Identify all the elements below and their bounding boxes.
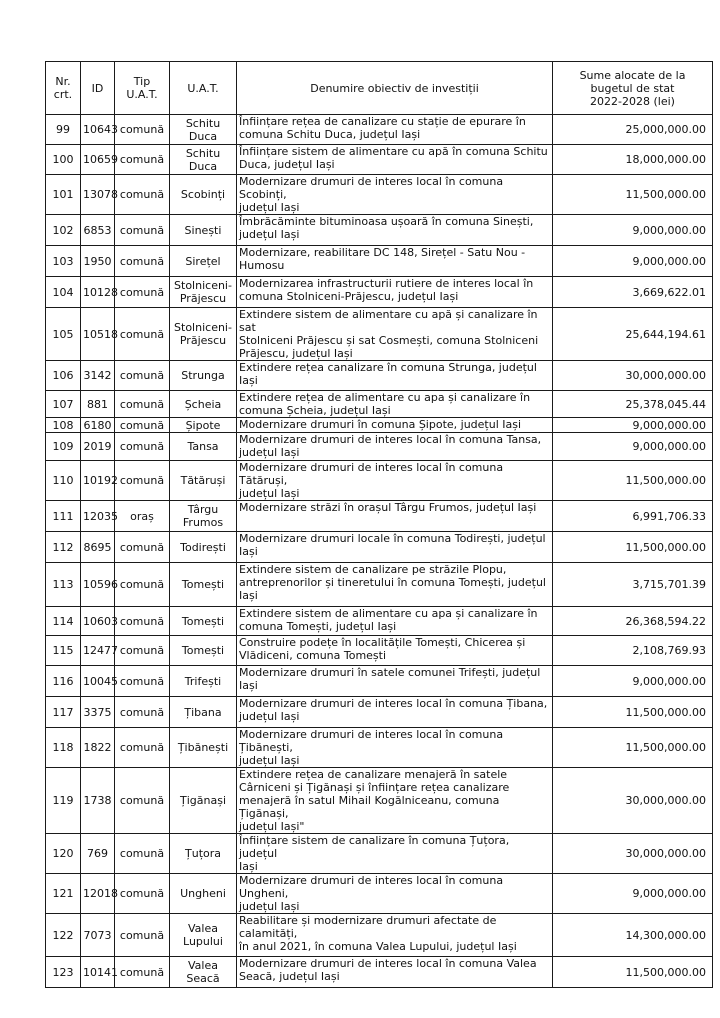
row-suma-cell: 9,000,000.00	[553, 418, 713, 433]
row-nr-cell: 107	[46, 391, 81, 418]
row-obiectiv-cell: Modernizare drumuri de interes local în comuna Scobinți, județul Iași	[237, 175, 553, 215]
row-nr-cell: 108	[46, 418, 81, 433]
table-row	[46, 246, 713, 277]
row-id-cell: 1950	[81, 246, 115, 277]
row-nr-cell: 104	[46, 277, 81, 308]
row-suma-cell: 11,500,000.00	[553, 728, 713, 768]
row-id-cell: 13078	[81, 175, 115, 215]
row-tip-cell: comună	[115, 666, 170, 697]
table-row	[46, 277, 713, 308]
row-uat-cell: Țuțora	[170, 834, 237, 874]
row-nr-cell: 115	[46, 636, 81, 666]
row-tip-cell: comună	[115, 215, 170, 246]
row-tip-cell: comună	[115, 607, 170, 636]
row-obiectiv-cell: Înființare sistem de alimentare cu apă în comuna Schitu Duca, județul Iași	[237, 145, 553, 175]
row-suma-cell: 14,300,000.00	[553, 914, 713, 957]
row-obiectiv-cell: Modernizare drumuri de interes local în comuna Țibănești, județul Iași	[237, 728, 553, 768]
row-id-cell: 881	[81, 391, 115, 418]
row-uat-cell: Stolniceni- Prăjescu	[170, 308, 237, 361]
row-tip-cell: comună	[115, 391, 170, 418]
row-nr-cell: 117	[46, 697, 81, 728]
row-obiectiv-cell: Modernizare drumuri de interes local în comuna Valea Seacă, județul Iași	[237, 957, 553, 988]
row-uat-cell: Trifești	[170, 666, 237, 697]
row-nr-cell: 99	[46, 115, 81, 145]
row-suma-cell: 9,000,000.00	[553, 874, 713, 914]
row-uat-cell: Sirețel	[170, 246, 237, 277]
row-uat-cell: Strunga	[170, 361, 237, 391]
row-nr-cell: 118	[46, 728, 81, 768]
row-id-cell: 10141	[81, 957, 115, 988]
table-row	[46, 391, 713, 418]
row-suma-cell: 9,000,000.00	[553, 215, 713, 246]
row-id-cell: 3142	[81, 361, 115, 391]
table-row	[46, 834, 713, 874]
row-nr-cell: 111	[46, 501, 81, 532]
row-obiectiv-cell: Modernizare drumuri în satele comunei Trifești, județul Iași	[237, 666, 553, 697]
row-nr-cell: 110	[46, 461, 81, 501]
investment-table-container	[45, 61, 712, 988]
row-id-cell: 10596	[81, 563, 115, 607]
row-suma-cell: 25,644,194.61	[553, 308, 713, 361]
row-uat-cell: Ungheni	[170, 874, 237, 914]
row-suma-cell: 6,991,706.33	[553, 501, 713, 532]
row-tip-cell: comună	[115, 957, 170, 988]
row-suma-cell: 25,378,045.44	[553, 391, 713, 418]
row-uat-cell: Tomești	[170, 563, 237, 607]
row-obiectiv-cell: Modernizare, reabilitare DC 148, Sirețel - Satu Nou - Humosu	[237, 246, 553, 277]
row-suma-cell: 11,500,000.00	[553, 175, 713, 215]
row-obiectiv-cell: Modernizare drumuri locale în comuna Todirești, județul Iași	[237, 532, 553, 563]
header-uat: U.A.T.	[170, 62, 237, 115]
row-nr-cell: 122	[46, 914, 81, 957]
row-nr-cell: 114	[46, 607, 81, 636]
row-tip-cell: comună	[115, 532, 170, 563]
table-row	[46, 607, 713, 636]
row-nr-cell: 120	[46, 834, 81, 874]
table-row	[46, 461, 713, 501]
row-suma-cell: 30,000,000.00	[553, 361, 713, 391]
row-suma-cell: 30,000,000.00	[553, 834, 713, 874]
row-obiectiv-cell: Modernizare drumuri de interes local în comuna Tansa, județul Iași	[237, 433, 553, 461]
row-nr-cell: 103	[46, 246, 81, 277]
row-uat-cell: Țibana	[170, 697, 237, 728]
header-sume: Sume alocate de la bugetul de stat 2022-2028 (lei)	[553, 62, 713, 115]
row-obiectiv-cell: Modernizare străzi în orașul Târgu Frumos, județul Iași	[237, 501, 553, 532]
row-tip-cell: comună	[115, 433, 170, 461]
row-uat-cell: Sinești	[170, 215, 237, 246]
row-id-cell: 2019	[81, 433, 115, 461]
row-obiectiv-cell: Înființare rețea de canalizare cu stație de epurare în comuna Schitu Duca, județul Iași	[237, 115, 553, 145]
table-row	[46, 636, 713, 666]
row-id-cell: 1738	[81, 768, 115, 834]
row-tip-cell: comună	[115, 768, 170, 834]
table-row	[46, 563, 713, 607]
row-id-cell: 10192	[81, 461, 115, 501]
row-tip-cell: comună	[115, 563, 170, 607]
row-tip-cell: oraș	[115, 501, 170, 532]
row-nr-cell: 112	[46, 532, 81, 563]
row-uat-cell: Tomești	[170, 636, 237, 666]
table-row	[46, 215, 713, 246]
row-obiectiv-cell: Extindere sistem de alimentare cu apă și canalizare în sat Stolniceni Prăjescu și sat Cosmești, comuna Stolniceni Prăjescu, județul Iași	[237, 308, 553, 361]
row-suma-cell: 9,000,000.00	[553, 433, 713, 461]
table-row	[46, 175, 713, 215]
row-tip-cell: comună	[115, 636, 170, 666]
row-uat-cell: Valea Seacă	[170, 957, 237, 988]
row-nr-cell: 116	[46, 666, 81, 697]
row-suma-cell: 2,108,769.93	[553, 636, 713, 666]
row-obiectiv-cell: Extindere sistem de canalizare pe străzile Plopu, antreprenorilor și tineretului în comuna Tomești, județul Iași	[237, 563, 553, 607]
row-suma-cell: 11,500,000.00	[553, 532, 713, 563]
table-row	[46, 874, 713, 914]
row-uat-cell: Scobinți	[170, 175, 237, 215]
row-id-cell: 10643	[81, 115, 115, 145]
row-uat-cell: Târgu Frumos	[170, 501, 237, 532]
row-tip-cell: comună	[115, 115, 170, 145]
row-id-cell: 7073	[81, 914, 115, 957]
investment-table	[45, 61, 713, 988]
row-id-cell: 6853	[81, 215, 115, 246]
row-tip-cell: comună	[115, 361, 170, 391]
row-nr-cell: 121	[46, 874, 81, 914]
row-tip-cell: comună	[115, 308, 170, 361]
row-tip-cell: comună	[115, 418, 170, 433]
table-row	[46, 361, 713, 391]
row-id-cell: 8695	[81, 532, 115, 563]
row-id-cell: 12018	[81, 874, 115, 914]
row-tip-cell: comună	[115, 697, 170, 728]
row-suma-cell: 26,368,594.22	[553, 607, 713, 636]
table-row	[46, 433, 713, 461]
row-uat-cell: Tomești	[170, 607, 237, 636]
header-tip: Tip U.A.T.	[115, 62, 170, 115]
table-header	[46, 62, 713, 115]
row-uat-cell: Șcheia	[170, 391, 237, 418]
row-id-cell: 10518	[81, 308, 115, 361]
row-suma-cell: 18,000,000.00	[553, 145, 713, 175]
header-row	[46, 62, 713, 115]
row-tip-cell: comună	[115, 175, 170, 215]
row-suma-cell: 25,000,000.00	[553, 115, 713, 145]
table-body	[46, 115, 713, 988]
row-obiectiv-cell: Extindere rețea de canalizare menajeră în satele Cârniceni și Țigănași și înființare rețea canalizare menajeră în satul Mihail Kogălniceanu, comuna Țigănași, județul Iași"	[237, 768, 553, 834]
row-nr-cell: 113	[46, 563, 81, 607]
row-uat-cell: Țibănești	[170, 728, 237, 768]
table-row	[46, 145, 713, 175]
row-uat-cell: Stolniceni- Prăjescu	[170, 277, 237, 308]
row-id-cell: 769	[81, 834, 115, 874]
row-tip-cell: comună	[115, 874, 170, 914]
row-obiectiv-cell: Înființare sistem de canalizare în comuna Țuțora, județul Iași	[237, 834, 553, 874]
row-id-cell: 10128	[81, 277, 115, 308]
row-suma-cell: 3,715,701.39	[553, 563, 713, 607]
row-tip-cell: comună	[115, 914, 170, 957]
row-id-cell: 10659	[81, 145, 115, 175]
table-row	[46, 957, 713, 988]
header-id: ID	[81, 62, 115, 115]
header-nr: Nr. crt.	[46, 62, 81, 115]
row-tip-cell: comună	[115, 834, 170, 874]
row-obiectiv-cell: Extindere rețea canalizare în comuna Strunga, județul Iași	[237, 361, 553, 391]
row-id-cell: 12477	[81, 636, 115, 666]
table-row	[46, 501, 713, 532]
row-tip-cell: comună	[115, 461, 170, 501]
table-row	[46, 418, 713, 433]
row-obiectiv-cell: Îmbrăcăminte bituminoasa ușoară în comuna Sinești, județul Iași	[237, 215, 553, 246]
row-obiectiv-cell: Modernizare drumuri de interes local în comuna Țibana, județul Iași	[237, 697, 553, 728]
row-uat-cell: Schitu Duca	[170, 115, 237, 145]
row-uat-cell: Tansa	[170, 433, 237, 461]
row-suma-cell: 11,500,000.00	[553, 957, 713, 988]
row-uat-cell: Șipote	[170, 418, 237, 433]
row-uat-cell: Todirești	[170, 532, 237, 563]
table-row	[46, 728, 713, 768]
row-obiectiv-cell: Modernizarea infrastructurii rutiere de interes local în comuna Stolniceni-Prăjescu, județul Iași	[237, 277, 553, 308]
row-nr-cell: 101	[46, 175, 81, 215]
row-tip-cell: comună	[115, 277, 170, 308]
row-obiectiv-cell: Modernizare drumuri de interes local în comuna Tătăruși, județul Iași	[237, 461, 553, 501]
row-uat-cell: Valea Lupului	[170, 914, 237, 957]
row-uat-cell: Tătăruși	[170, 461, 237, 501]
row-obiectiv-cell: Extindere rețea de alimentare cu apa și canalizare în comuna Șcheia, județul Iași	[237, 391, 553, 418]
row-suma-cell: 9,000,000.00	[553, 666, 713, 697]
row-nr-cell: 100	[46, 145, 81, 175]
row-id-cell: 10045	[81, 666, 115, 697]
row-uat-cell: Țigănași	[170, 768, 237, 834]
row-suma-cell: 11,500,000.00	[553, 697, 713, 728]
header-obiectiv: Denumire obiectiv de investiții	[237, 62, 553, 115]
table-row	[46, 914, 713, 957]
row-nr-cell: 102	[46, 215, 81, 246]
row-id-cell: 10603	[81, 607, 115, 636]
row-nr-cell: 105	[46, 308, 81, 361]
row-suma-cell: 11,500,000.00	[553, 461, 713, 501]
row-tip-cell: comună	[115, 145, 170, 175]
row-id-cell: 12035	[81, 501, 115, 532]
row-obiectiv-cell: Construire podețe în localitățile Tomești, Chicerea și Vlădiceni, comuna Tomești	[237, 636, 553, 666]
row-nr-cell: 109	[46, 433, 81, 461]
row-suma-cell: 3,669,622.01	[553, 277, 713, 308]
row-tip-cell: comună	[115, 246, 170, 277]
table-row	[46, 115, 713, 145]
row-id-cell: 1822	[81, 728, 115, 768]
table-row	[46, 666, 713, 697]
row-obiectiv-cell: Extindere sistem de alimentare cu apa și canalizare în comuna Tomești, județul Iași	[237, 607, 553, 636]
row-nr-cell: 106	[46, 361, 81, 391]
row-id-cell: 3375	[81, 697, 115, 728]
row-nr-cell: 119	[46, 768, 81, 834]
row-obiectiv-cell: Reabilitare și modernizare drumuri afectate de calamități, în anul 2021, în comuna Valea Lupului, județul Iași	[237, 914, 553, 957]
row-id-cell: 6180	[81, 418, 115, 433]
row-nr-cell: 123	[46, 957, 81, 988]
row-obiectiv-cell: Modernizare drumuri în comuna Șipote, județul Iași	[237, 418, 553, 433]
table-row	[46, 768, 713, 834]
row-tip-cell: comună	[115, 728, 170, 768]
table-row	[46, 697, 713, 728]
table-row	[46, 308, 713, 361]
row-suma-cell: 30,000,000.00	[553, 768, 713, 834]
table-row	[46, 532, 713, 563]
row-obiectiv-cell: Modernizare drumuri de interes local în comuna Ungheni, județul Iași	[237, 874, 553, 914]
row-uat-cell: Schitu Duca	[170, 145, 237, 175]
row-suma-cell: 9,000,000.00	[553, 246, 713, 277]
